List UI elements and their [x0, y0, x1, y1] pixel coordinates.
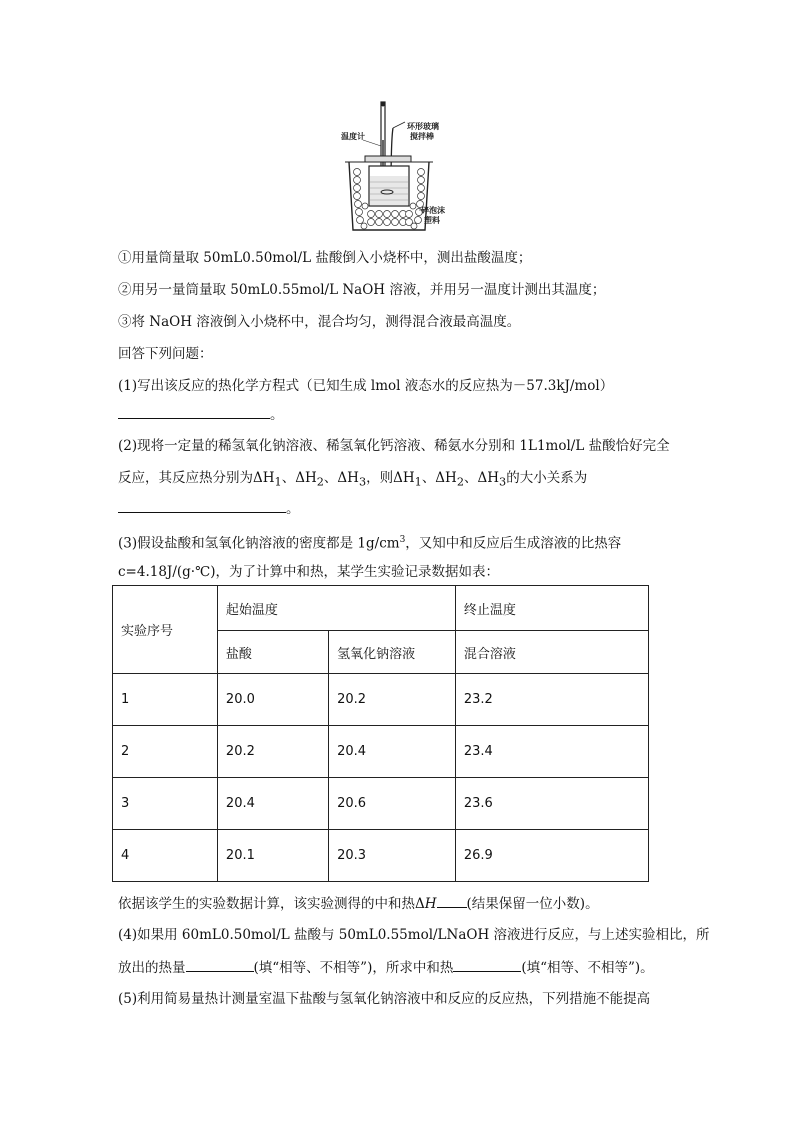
question-4-line-2: 放出的热量 (填“相等、不相等”)，所求中和热 (填“相等、不相等”)。	[118, 957, 654, 978]
answer-blank[interactable]	[118, 498, 286, 513]
subheader-hcl: 盐酸	[217, 631, 328, 674]
cell-hcl: 20.1	[217, 830, 328, 882]
cell-mix: 26.9	[455, 830, 648, 882]
label-foam-2: 塑料	[424, 216, 440, 225]
question-2-line-2: 反应，其反应热分别为$\Delta H_1$、$\Delta H_2$、$\Delta H_3$，则$\Delta H_1$、$\Delta H_2$、$\Delta H_3$的大小关系为	[118, 470, 588, 489]
question-5-line-1: (5)利用简易量热计测量室温下盐酸与氢氧化钠溶液中和反应的反应热，下列措施不能提高	[118, 991, 651, 1007]
answer-prompt: 回答下列问题：	[118, 346, 213, 362]
cell-hcl: 20.0	[217, 674, 328, 726]
cell-hcl: 20.4	[217, 778, 328, 830]
step-3: ③将 NaOH 溶液倒入小烧杯中，混合均匀，测得混合液最高温度。	[118, 314, 521, 330]
cell-trial: 2	[113, 726, 218, 778]
question-3-line-1: (3)假设盐酸和氢氧化钠溶液的密度都是 $1g/cm^3$，又知中和反应后生成溶液的比热容	[118, 535, 622, 552]
cell-mix: 23.4	[455, 726, 648, 778]
question-3-after-table: 依据该学生的实验数据计算，该实验测得的中和热ΔH (结果保留一位小数)。	[118, 893, 599, 914]
table-row	[113, 830, 649, 882]
label-stirrer-1: 环形玻璃	[407, 122, 439, 131]
calorimeter-figure	[335, 100, 455, 235]
answer-blank[interactable]	[453, 957, 521, 972]
table-row	[113, 726, 649, 778]
cell-mix: 23.6	[455, 778, 648, 830]
label-thermometer: 温度计	[341, 132, 365, 141]
label-foam-1: 碎泡沫	[421, 206, 445, 215]
cell-trial: 1	[113, 674, 218, 726]
cell-trial: 3	[113, 778, 218, 830]
table-row	[113, 778, 649, 830]
label-stirrer-2: 搅拌棒	[410, 132, 434, 141]
cell-hcl: 20.2	[217, 726, 328, 778]
question-1: (1)写出该反应的热化学方程式（已知生成 lmol 液态水的反应热为－57.3kJ/mol）	[118, 378, 614, 394]
cell-naoh: 20.6	[329, 778, 456, 830]
answer-blank[interactable]	[118, 404, 270, 419]
data-table	[112, 585, 649, 882]
table-row	[113, 674, 649, 726]
subheader-mix: 混合溶液	[455, 631, 648, 674]
header-end-temp: 终止温度	[455, 586, 648, 631]
question-2-line-1: (2)现将一定量的稀氢氧化钠溶液、稀氢氧化钙溶液、稀氨水分别和 1L1mol/L 盐酸恰好完全	[118, 438, 670, 454]
cell-mix: 23.2	[455, 674, 648, 726]
cell-naoh: 20.2	[329, 674, 456, 726]
question-1-answer-line: 。	[118, 404, 284, 425]
answer-blank[interactable]	[186, 957, 254, 972]
header-trial: 实验序号	[113, 586, 218, 674]
cell-trial: 4	[113, 830, 218, 882]
answer-blank[interactable]	[437, 893, 467, 908]
step-2: ②用另一量筒量取 50mL0.55mol/L NaOH 溶液，并用另一温度计测出其温度；	[118, 282, 606, 298]
step-1: ①用量筒量取 50mL0.50mol/L 盐酸倒入小烧杯中，测出盐酸温度；	[118, 250, 532, 266]
cell-naoh: 20.3	[329, 830, 456, 882]
cell-naoh: 20.4	[329, 726, 456, 778]
question-3-line-2: c=4.18J/(g·℃)，为了计算中和热，某学生实验记录数据如表：	[118, 564, 499, 580]
question-4-line-1: (4)如果用 60mL0.50mol/L 盐酸与 50mL0.55mol/LNaOH 溶液进行反应，与上述实验相比，所	[118, 927, 710, 943]
header-start-temp: 起始温度	[217, 586, 455, 631]
question-2-answer-line: 。	[118, 498, 300, 519]
subheader-naoh: 氢氧化钠溶液	[329, 631, 456, 674]
